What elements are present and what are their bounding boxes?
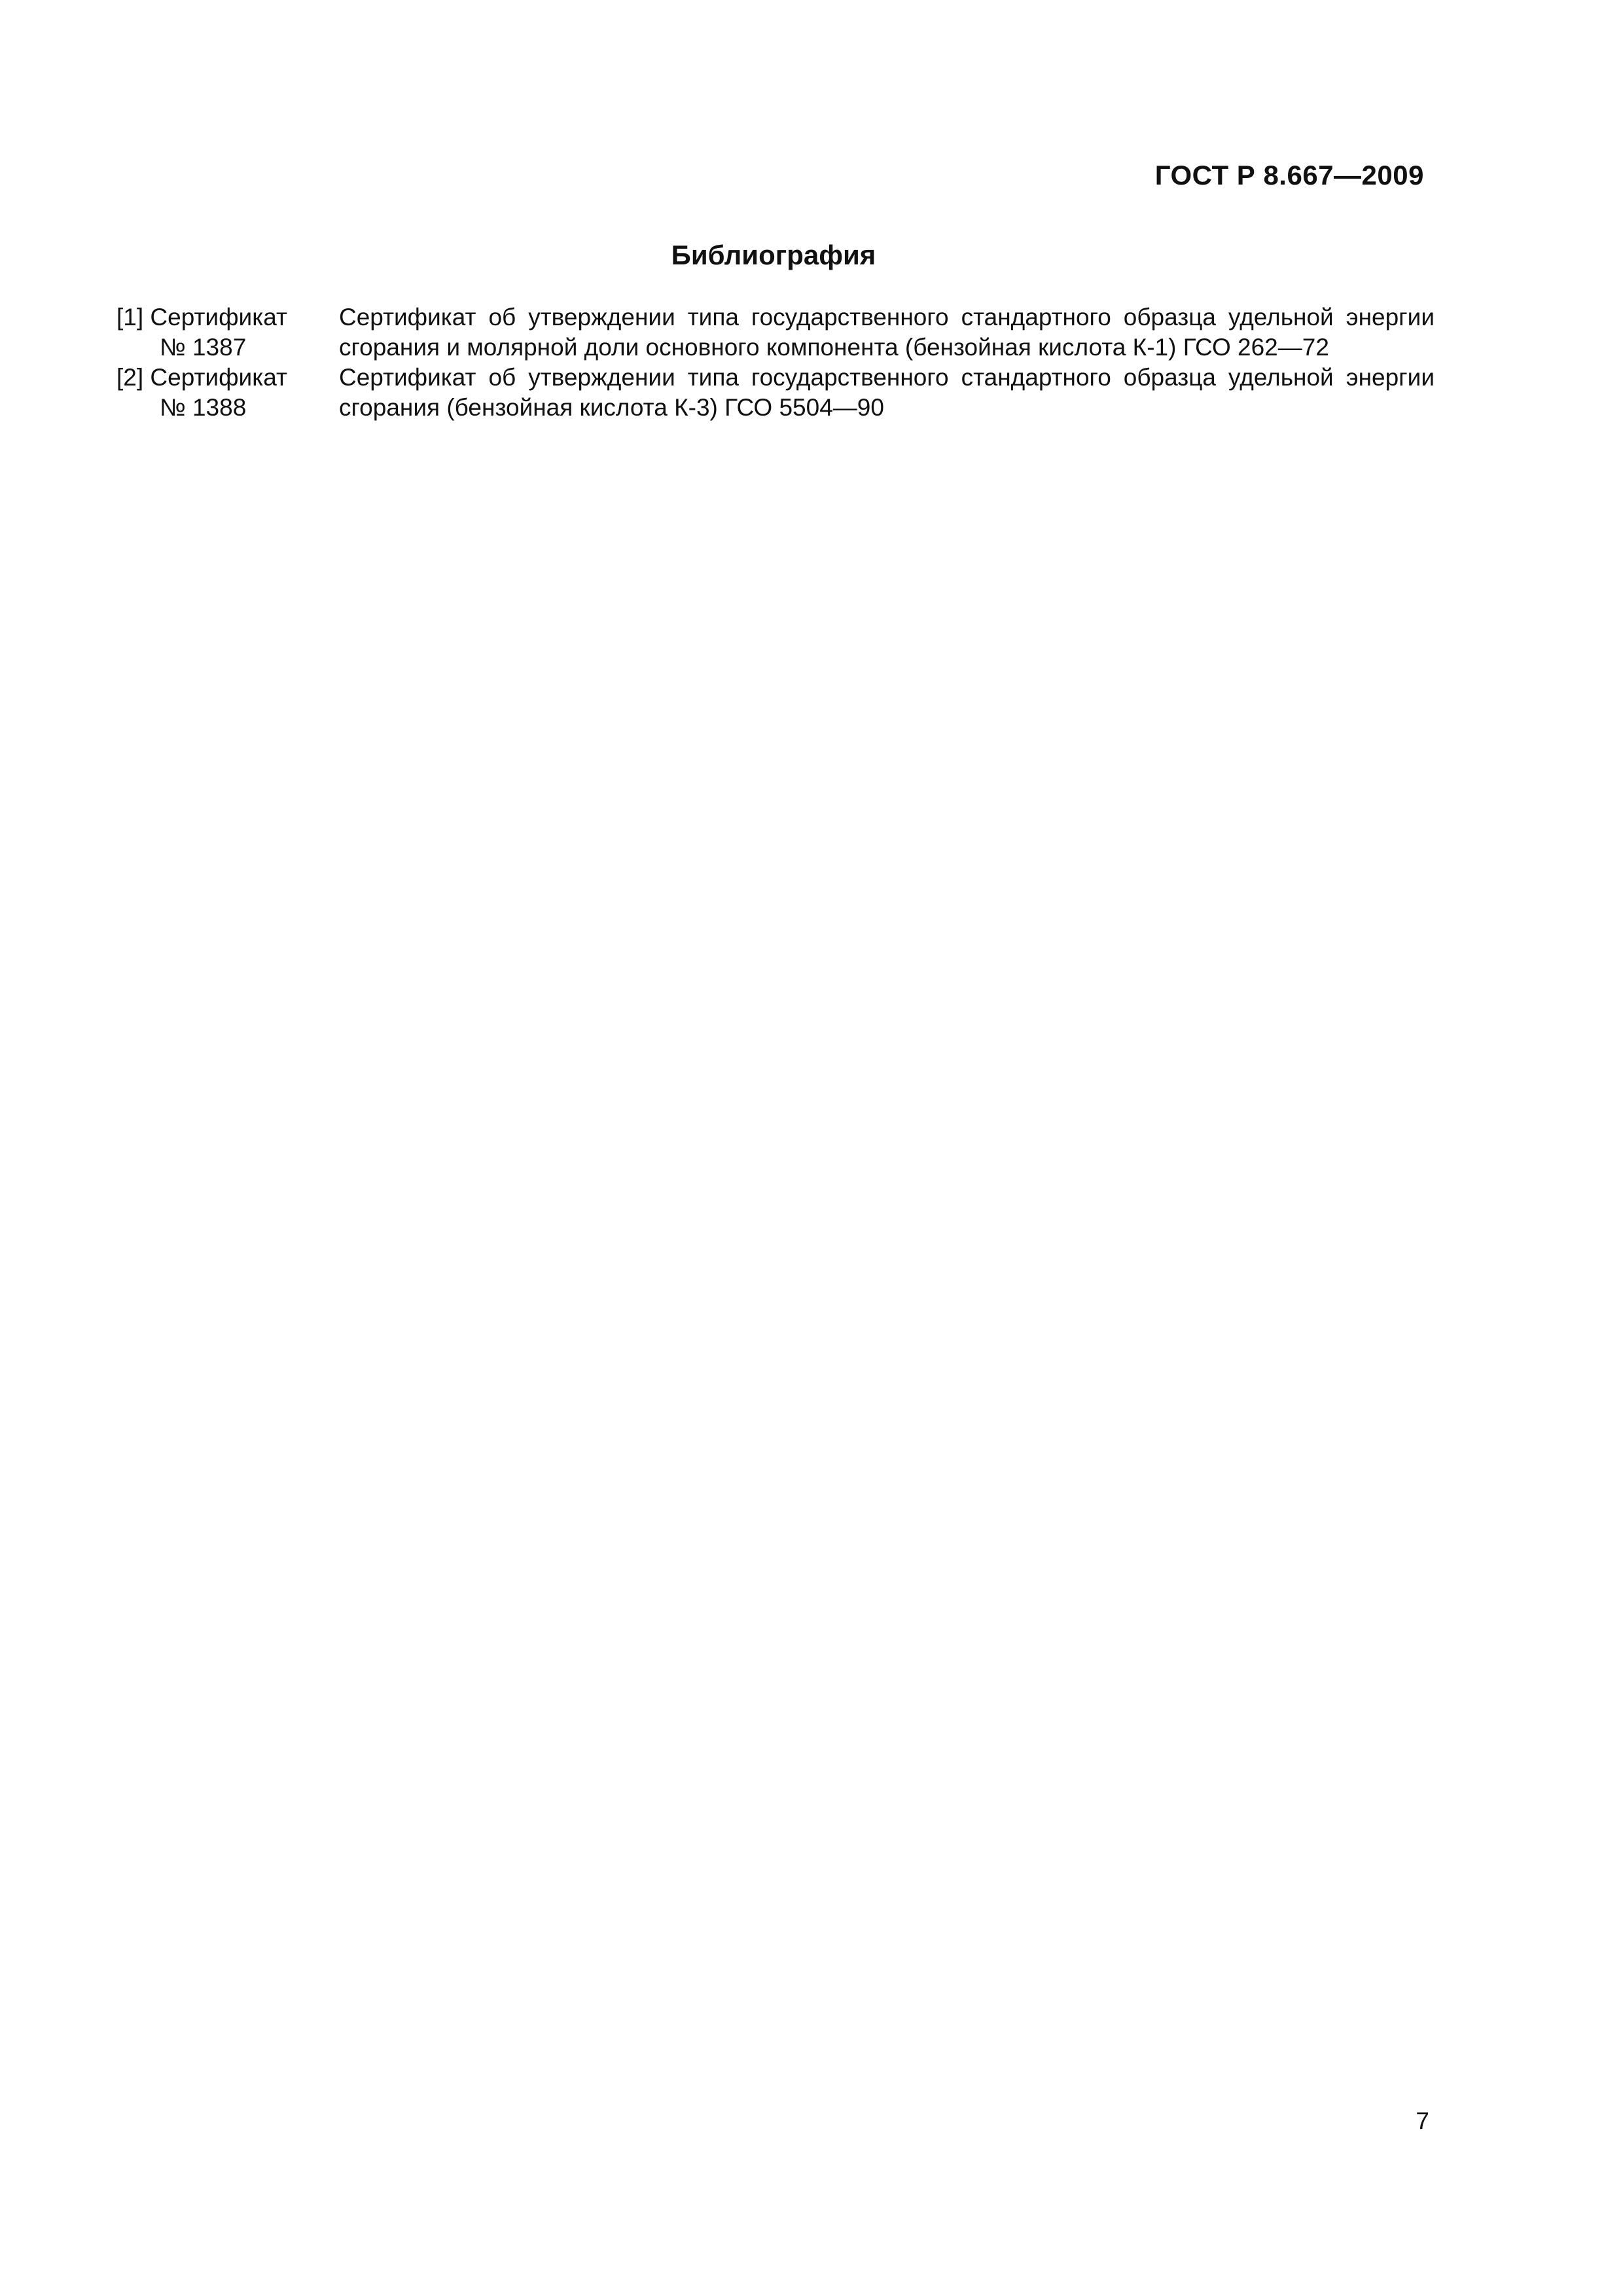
entry-text	[339, 302, 1435, 363]
entry-text-line: Сертификат об утверждении типа государственного стандартного образца удельной энергии	[339, 304, 1435, 331]
entry-label-number: № 1387	[160, 334, 247, 361]
document-code: ГОСТ Р 8.667—2009	[1154, 160, 1424, 190]
entry-text-line: сгорания (бензойная кислота К-3) ГСО 5504—90	[339, 394, 884, 421]
bibliography-entry-2	[116, 363, 1435, 423]
entry-label-number: № 1388	[160, 394, 247, 421]
entry-label	[116, 302, 339, 363]
entry-text-line: сгорания и молярной доли основного компонента (бензойная кислота К-1) ГСО 262—72	[339, 334, 1329, 361]
entry-label	[116, 363, 339, 423]
bibliography-entry-1	[116, 302, 1435, 363]
entry-text	[339, 363, 1435, 423]
page-number: 7	[1416, 2108, 1429, 2134]
entry-label-title: [2] Сертификат	[116, 364, 287, 391]
bibliography-list	[116, 302, 1435, 423]
entry-label-title: [1] Сертификат	[116, 304, 287, 331]
entry-text-line: Сертификат об утверждении типа государственного стандартного образца удельной энергии	[339, 364, 1435, 391]
section-title: Библиография	[671, 240, 876, 270]
